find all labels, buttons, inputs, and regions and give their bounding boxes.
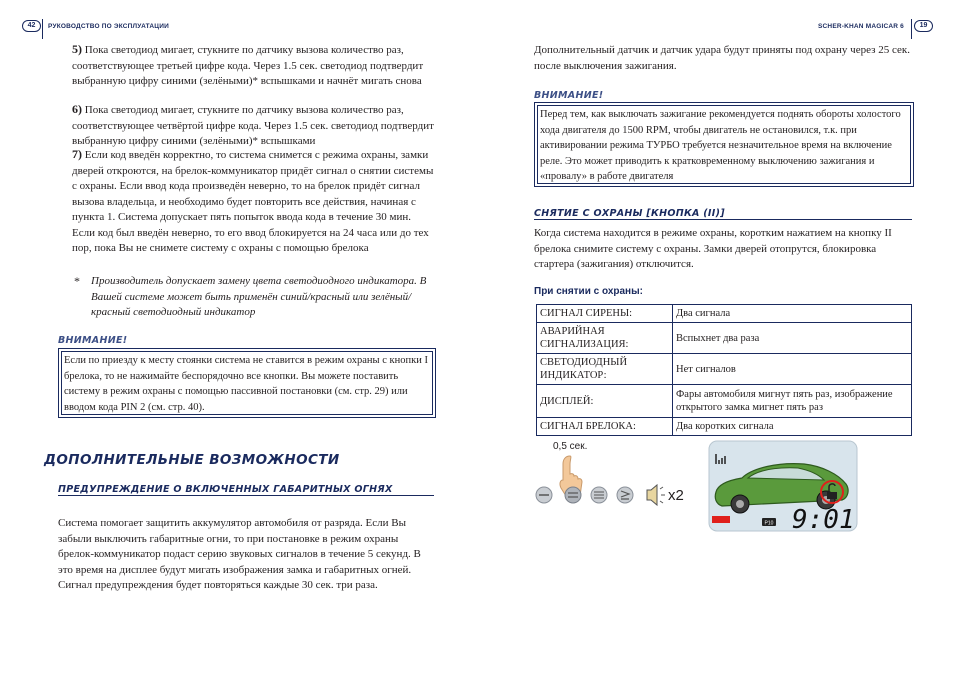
table-value: Два сигнала xyxy=(673,305,912,323)
right-page-number: 19 xyxy=(914,20,933,32)
mode-badge xyxy=(762,518,776,527)
left-warning-text: Если по приезду к месту стоянки система не ставится в режим охраны с кнопки I брелока, то не нажимайте беспорядочно все кнопки. Вы можете поставить систему в режим охраны с помощью пассивной постановки (см. стр. 29) или вводом кода PIN 2 (см. стр. 40). xyxy=(61,351,433,415)
left-page-header: РУКОВОДСТВО ПО ЭКСПЛУАТАЦИИ xyxy=(48,23,169,30)
step-6-text: Пока светодиод мигает, стукните по датчику вызова количество раз, соответствующее четвёртой цифре кода. Через 1.5 сек. светодиод подтвердит выбранную цифру синими (зелёными)* вспышками xyxy=(72,104,434,147)
step-6-number: 6) xyxy=(72,102,82,116)
beep-count: x2 xyxy=(668,487,684,504)
table-value: Фары автомобиля мигнут пять раз, изображение открытого замка мигнет пять раз xyxy=(673,385,912,418)
keyfob-buttons xyxy=(536,487,633,503)
step-5-number: 5) xyxy=(72,42,82,56)
display-time: 9:01 xyxy=(792,505,855,532)
left-warning-title: ВНИМАНИЕ! xyxy=(58,335,128,346)
parking-lights-text: Система помогает защитить аккумулятор автомобиля от разряда. Если Вы забыли выключить габаритные огни, то при постановке в режим охраны брелок-коммуникатор подаст серию звуковых сигналов в течение 5 секунд. В это время на дисплее будут мигать изображения замка и габаритных огней. Сигнал предупреждения будет повторяться каждые 30 сек. три раза. xyxy=(58,517,421,591)
subsection-underline xyxy=(58,495,434,496)
right-warning-title: ВНИМАНИЕ! xyxy=(534,90,604,101)
step-7-text: Если код введён корректно, то система снимется с режима охраны, замки дверей откроются, на брелок-коммуникатор придёт сигнал о снятии системы с охраны. Если ввод кода произведён неверно, то на брелок придёт сигнал вызова владельца, и необходимо будет повторить все действия, начиная с пункта 1. Система допускает пять попыток ввода кода в течение 30 мин. Если код был введён неверно, то его ввод блокируется на 24 часа или до тех пор, пока Вы не снимете систему с охраны с помощью брелока xyxy=(72,149,434,254)
disarm-signals-table xyxy=(536,304,912,436)
speaker-icon xyxy=(647,485,665,505)
disarm-underline xyxy=(534,219,912,220)
keyfob-press-figure xyxy=(532,452,677,510)
header-divider-right xyxy=(911,19,912,39)
left-page-number: 42 xyxy=(22,20,41,32)
table-row xyxy=(537,385,912,418)
right-intro-text: Дополнительный датчик и датчик удара будут приняты под охрану через 25 сек. после выключения зажигания. xyxy=(534,44,910,72)
step-7-number: 7) xyxy=(72,147,82,161)
footnote-text: Производитель допускает замену цвета светодиодного индикатора. В Вашей системе может быть применён синий/красный или зелёный/красный светодиодный индикатор xyxy=(91,275,427,318)
table-row xyxy=(537,354,912,385)
battery-icon xyxy=(712,516,730,523)
table-row xyxy=(537,418,912,436)
table-key: СВЕТОДИОДНЫЙ ИНДИКАТОР: xyxy=(537,354,673,385)
disarm-text: Когда система находится в режиме охраны, коротким нажатием на кнопку II брелока снимите систему с охраны. Замки дверей отопрутся, блокировка стартера (зажигания) отключится. xyxy=(534,227,892,270)
right-warning-box xyxy=(534,102,914,187)
subsection-title-parking-lights: ПРЕДУПРЕЖДЕНИЕ О ВКЛЮЧЕННЫХ ГАБАРИТНЫХ ОГНЯХ xyxy=(58,484,393,495)
section-title-extra-features: ДОПОЛНИТЕЛЬНЫЕ ВОЗМОЖНОСТИ xyxy=(44,452,340,468)
footnote-mark: * xyxy=(74,274,80,288)
header-divider-left xyxy=(42,19,43,39)
step-7 xyxy=(72,147,434,257)
table-key: СИГНАЛ СИРЕНЫ: xyxy=(537,305,673,323)
press-duration-label: 0,5 сек. xyxy=(553,441,588,452)
section-title-disarm: СНЯТИЕ С ОХРАНЫ [КНОПКА (II)] xyxy=(534,208,725,219)
table-row xyxy=(537,323,912,354)
right-warning-text: Перед тем, как выключать зажигание рекомендуется поднять обороты холостого хода двигателя до 1500 RPM, чтобы двигатель не остановился, т.к. при активировании режима ТУРБО требуется незначительное время на включение реле. Это может приводить к кратковременному выключению зажигания и «провалу» в работе двигателя xyxy=(537,105,911,184)
step-5 xyxy=(72,42,434,90)
step-6 xyxy=(72,102,434,150)
step-5-text: Пока светодиод мигает, стукните по датчику вызова количество раз, соответствующее третьей цифре кода. Через 1.5 сек. светодиод подтвердит выбранную цифру синими (зелёными)* вспышками и начнёт мигать снова xyxy=(72,44,424,87)
table-row xyxy=(537,305,912,323)
table-key: ДИСПЛЕЙ: xyxy=(537,385,673,418)
right-page-header: SCHER-KHAN MAGICAR 6 xyxy=(818,23,904,30)
mode-badge-text: P10 xyxy=(764,520,774,527)
disarm-table-title: При снятии с охраны: xyxy=(534,286,643,297)
table-value: Два коротких сигнала xyxy=(673,418,912,436)
left-warning-box xyxy=(58,348,436,418)
table-key: СИГНАЛ БРЕЛОКА: xyxy=(537,418,673,436)
table-value: Вспыхнет два раза xyxy=(673,323,912,354)
keyfob-display-figure xyxy=(708,440,858,532)
table-key: АВАРИЙНАЯ СИГНАЛИЗАЦИЯ: xyxy=(537,323,673,354)
table-value: Нет сигналов xyxy=(673,354,912,385)
